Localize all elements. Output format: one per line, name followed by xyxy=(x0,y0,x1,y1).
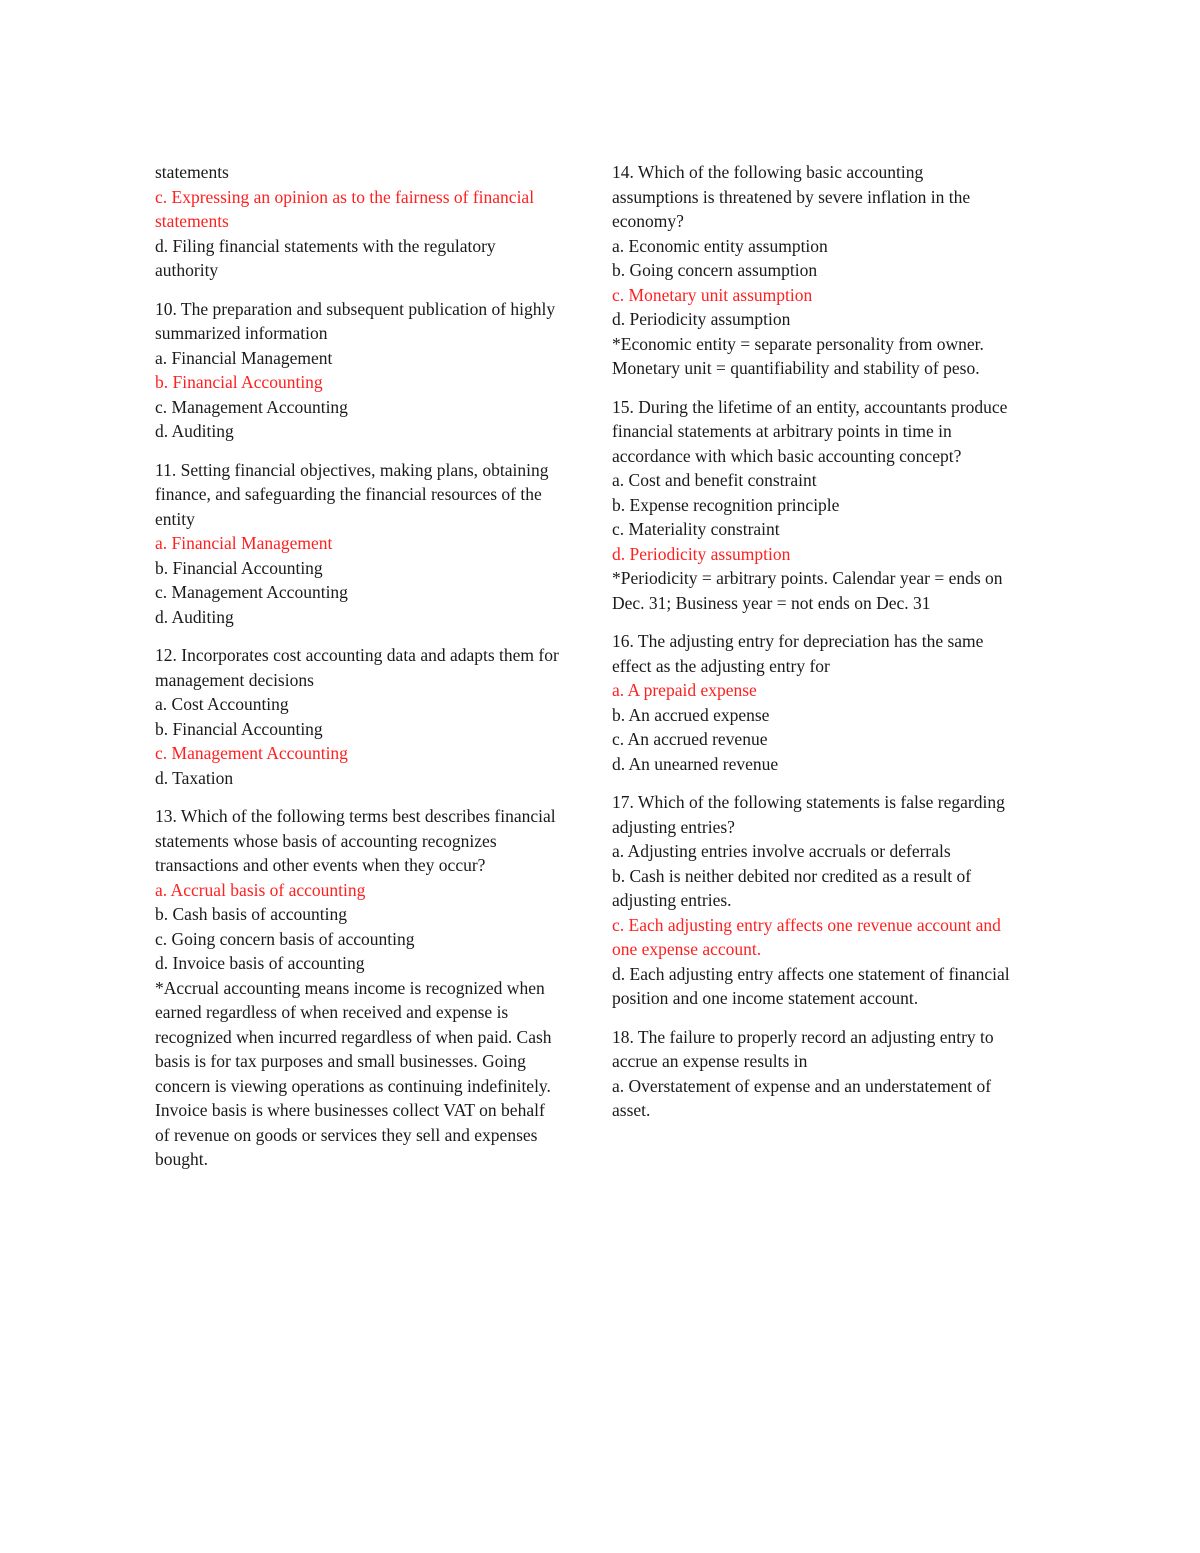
question-11: 11. Setting financial objectives, making plans, obtaining finance, and safeguarding the financial resources of the entity xyxy=(155,459,549,529)
q13-note: *Accrual accounting means income is recognized when earned regardless of when received and expense is recognized when incurred regardless of when paid. Cash basis is for tax purposes and small businesses. Going concern is viewing operations as continuing indefinitely. Invoice basis is where businesses collect VAT on behalf of revenue on goods or services they sell and expenses bought. xyxy=(155,977,552,1169)
q15-option-b: b. Expense recognition principle xyxy=(612,494,840,515)
q16-option-c: c. An accrued revenue xyxy=(612,729,768,749)
right-column xyxy=(612,160,1012,1123)
q13-option-d: d. Invoice basis of accounting xyxy=(155,953,365,973)
q12-option-b: b. Financial Accounting xyxy=(155,718,323,739)
question-9-continuation: statements xyxy=(155,162,229,182)
q9-option-d: d. Filing financial statements with the regulatory authority xyxy=(155,235,496,280)
question-13: 13. Which of the following terms best describes financial statements whose basis of accounting recognizes transactions and other events when they occur? xyxy=(155,806,556,875)
q10-option-a: a. Financial Management xyxy=(155,347,333,368)
q13-option-a: a. Accrual basis of accounting xyxy=(155,879,366,900)
q11-option-d: d. Auditing xyxy=(155,606,234,627)
question-17: 17. Which of the following statements is false regarding adjusting entries? xyxy=(612,792,1005,837)
q14-option-c: c. Monetary unit assumption xyxy=(612,284,813,305)
q17-option-d: d. Each adjusting entry affects one statement of financial position and one income statement account. xyxy=(612,963,1010,1008)
q14-note: *Economic entity = separate personality from owner. Monetary unit = quantifiability and stability of peso. xyxy=(612,333,984,378)
q18-option-a: a. Overstatement of expense and an understatement of asset. xyxy=(612,1075,992,1120)
q11-option-b: b. Financial Accounting xyxy=(155,557,323,578)
q13-option-b: b. Cash basis of accounting xyxy=(155,904,347,924)
q14-option-a: a. Economic entity assumption xyxy=(612,235,828,256)
q11-option-c: c. Management Accounting xyxy=(155,582,348,602)
q9-option-c: c. Expressing an opinion as to the fairness of financial statements xyxy=(155,186,535,231)
q15-option-a: a. Cost and benefit constraint xyxy=(612,470,817,490)
left-column xyxy=(155,160,560,1172)
question-14: 14. Which of the following basic accounting assumptions is threatened by severe inflation in the economy? xyxy=(612,162,971,231)
q10-option-c: c. Management Accounting xyxy=(155,396,348,417)
q10-option-d: d. Auditing xyxy=(155,421,234,441)
q11-option-a: a. Financial Management xyxy=(155,533,333,553)
question-18: 18. The failure to properly record an adjusting entry to accrue an expense results in xyxy=(612,1026,994,1071)
q12-option-c: c. Management Accounting xyxy=(155,743,348,763)
q17-option-c: c. Each adjusting entry affects one revenue account and one expense account. xyxy=(612,914,1001,959)
q15-option-c: c. Materiality constraint xyxy=(612,519,780,539)
q12-option-a: a. Cost Accounting xyxy=(155,694,289,714)
q17-option-a: a. Adjusting entries involve accruals or deferrals xyxy=(612,841,951,861)
q14-option-b: b. Going concern assumption xyxy=(612,260,818,280)
question-15: 15. During the lifetime of an entity, accountants produce financial statements at arbitrary points in time in accordance with which basic accounting concept? xyxy=(612,396,1008,466)
q12-option-d: d. Taxation xyxy=(155,767,234,788)
q17-option-b: b. Cash is neither debited nor credited as a result of adjusting entries. xyxy=(612,865,972,910)
q13-option-c: c. Going concern basis of accounting xyxy=(155,928,415,949)
q15-note: *Periodicity = arbitrary points. Calendar year = ends on Dec. 31; Business year = not ends on Dec. 31 xyxy=(612,568,1003,613)
q10-option-b: b. Financial Accounting xyxy=(155,372,323,392)
q16-option-a: a. A prepaid expense xyxy=(612,680,757,700)
q16-option-b: b. An accrued expense xyxy=(612,704,770,725)
question-10: 10. The preparation and subsequent publication of highly summarized information xyxy=(155,298,556,343)
q16-option-d: d. An unearned revenue xyxy=(612,753,779,774)
q15-option-d: d. Periodicity assumption xyxy=(612,543,791,564)
question-16: 16. The adjusting entry for depreciation has the same effect as the adjusting entry for xyxy=(612,631,984,676)
q14-option-d: d. Periodicity assumption xyxy=(612,309,791,329)
question-12: 12. Incorporates cost accounting data and adapts them for management decisions xyxy=(155,645,559,690)
